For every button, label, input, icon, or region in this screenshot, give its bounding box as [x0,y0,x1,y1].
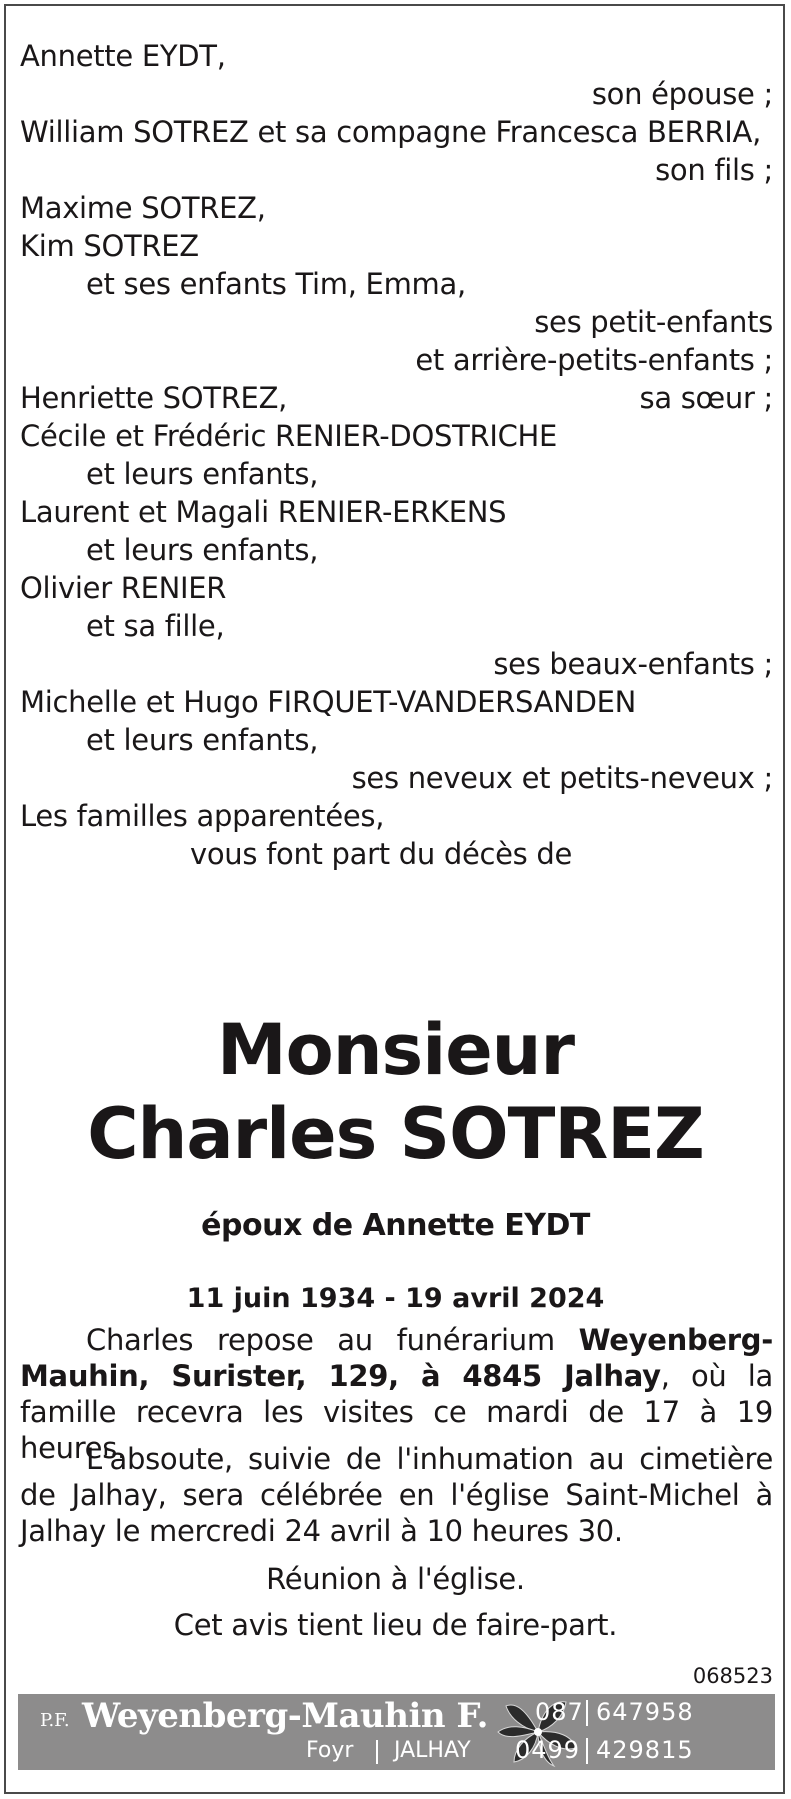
reference-number: 068523 [692,1664,773,1688]
family-line: et ses enfants Tim, Emma, [86,267,466,301]
family-line: Olivier RENIER [20,571,227,605]
family-line: et sa fille, [86,609,225,643]
family-line: Cécile et Frédéric RENIER-DOSTRICHE [20,419,558,453]
separator [376,1740,378,1764]
spouse-line: époux de Annette EYDT [201,1208,590,1243]
phone-1-number: 647958 [596,1698,694,1726]
relation-line: ses beaux-enfants ; [493,647,773,681]
funeral-home-banner [18,1694,775,1770]
announcement-line: vous font part du décès de [190,837,573,871]
separator [586,1700,588,1726]
family-line: et leurs enfants, [86,533,319,567]
deceased-honorific: Monsieur [216,1009,575,1091]
family-line: et leurs enfants, [86,723,319,757]
ceremony-paragraph: L'absoute, suivie de l'inhumation au cimetière de Jalhay, sera célébrée en l'église Saint-Michel à Jalhay le mercredi 24 avril à 10 heures 30. [20,1442,773,1548]
place-jalhay: JALHAY [394,1738,471,1763]
visitation-paragraph: Charles repose au funérarium Weyenberg-Mauhin, Surister, 129, à 4845 Jalhay, où la famille recevra les visites ce mardi de 17 à 19 heures. [20,1323,773,1465]
phone-1-prefix: 087 [535,1698,584,1726]
family-line: William SOTREZ et sa compagne Francesca BERRIA, [20,115,762,149]
family-line: Maxime SOTREZ, [20,191,266,225]
place-foyr: Foyr [306,1738,354,1763]
relation-line: son épouse ; [591,77,773,111]
family-line: Michelle et Hugo FIRQUET-VANDERSANDEN [20,685,637,719]
phone-2-prefix: 0499 [515,1736,581,1764]
separator [586,1738,588,1764]
life-dates: 11 juin 1934 - 19 avril 2024 [186,1283,605,1314]
relation-line: son fils ; [655,153,773,187]
relation-line: sa sœur ; [639,381,773,415]
relation-line: ses petit-enfants [534,305,773,339]
notice-line: Cet avis tient lieu de faire-part. [173,1608,618,1642]
phone-2-number: 429815 [596,1736,694,1764]
deceased-name: Charles SOTREZ [87,1093,704,1175]
family-line: Laurent et Magali RENIER-ERKENS [20,495,507,529]
pf-label: P.F. [40,1710,70,1731]
family-line: et leurs enfants, [86,457,319,491]
meeting-line: Réunion à l'église. [266,1562,525,1596]
funeral-home-name: Weyenberg-Mauhin F. [82,1696,488,1736]
funeral-home-address: Weyenberg-Mauhin, Surister, 129, à 4845 Jalhay [20,1323,773,1393]
relation-line: et arrière-petits-enfants ; [415,343,773,377]
family-line: Annette EYDT, [20,39,226,73]
relation-line: ses neveux et petits-neveux ; [351,761,773,795]
family-line: Kim SOTREZ [20,229,199,263]
family-line: Les familles apparentées, [20,799,385,833]
family-line: Henriette SOTREZ, [20,381,288,415]
